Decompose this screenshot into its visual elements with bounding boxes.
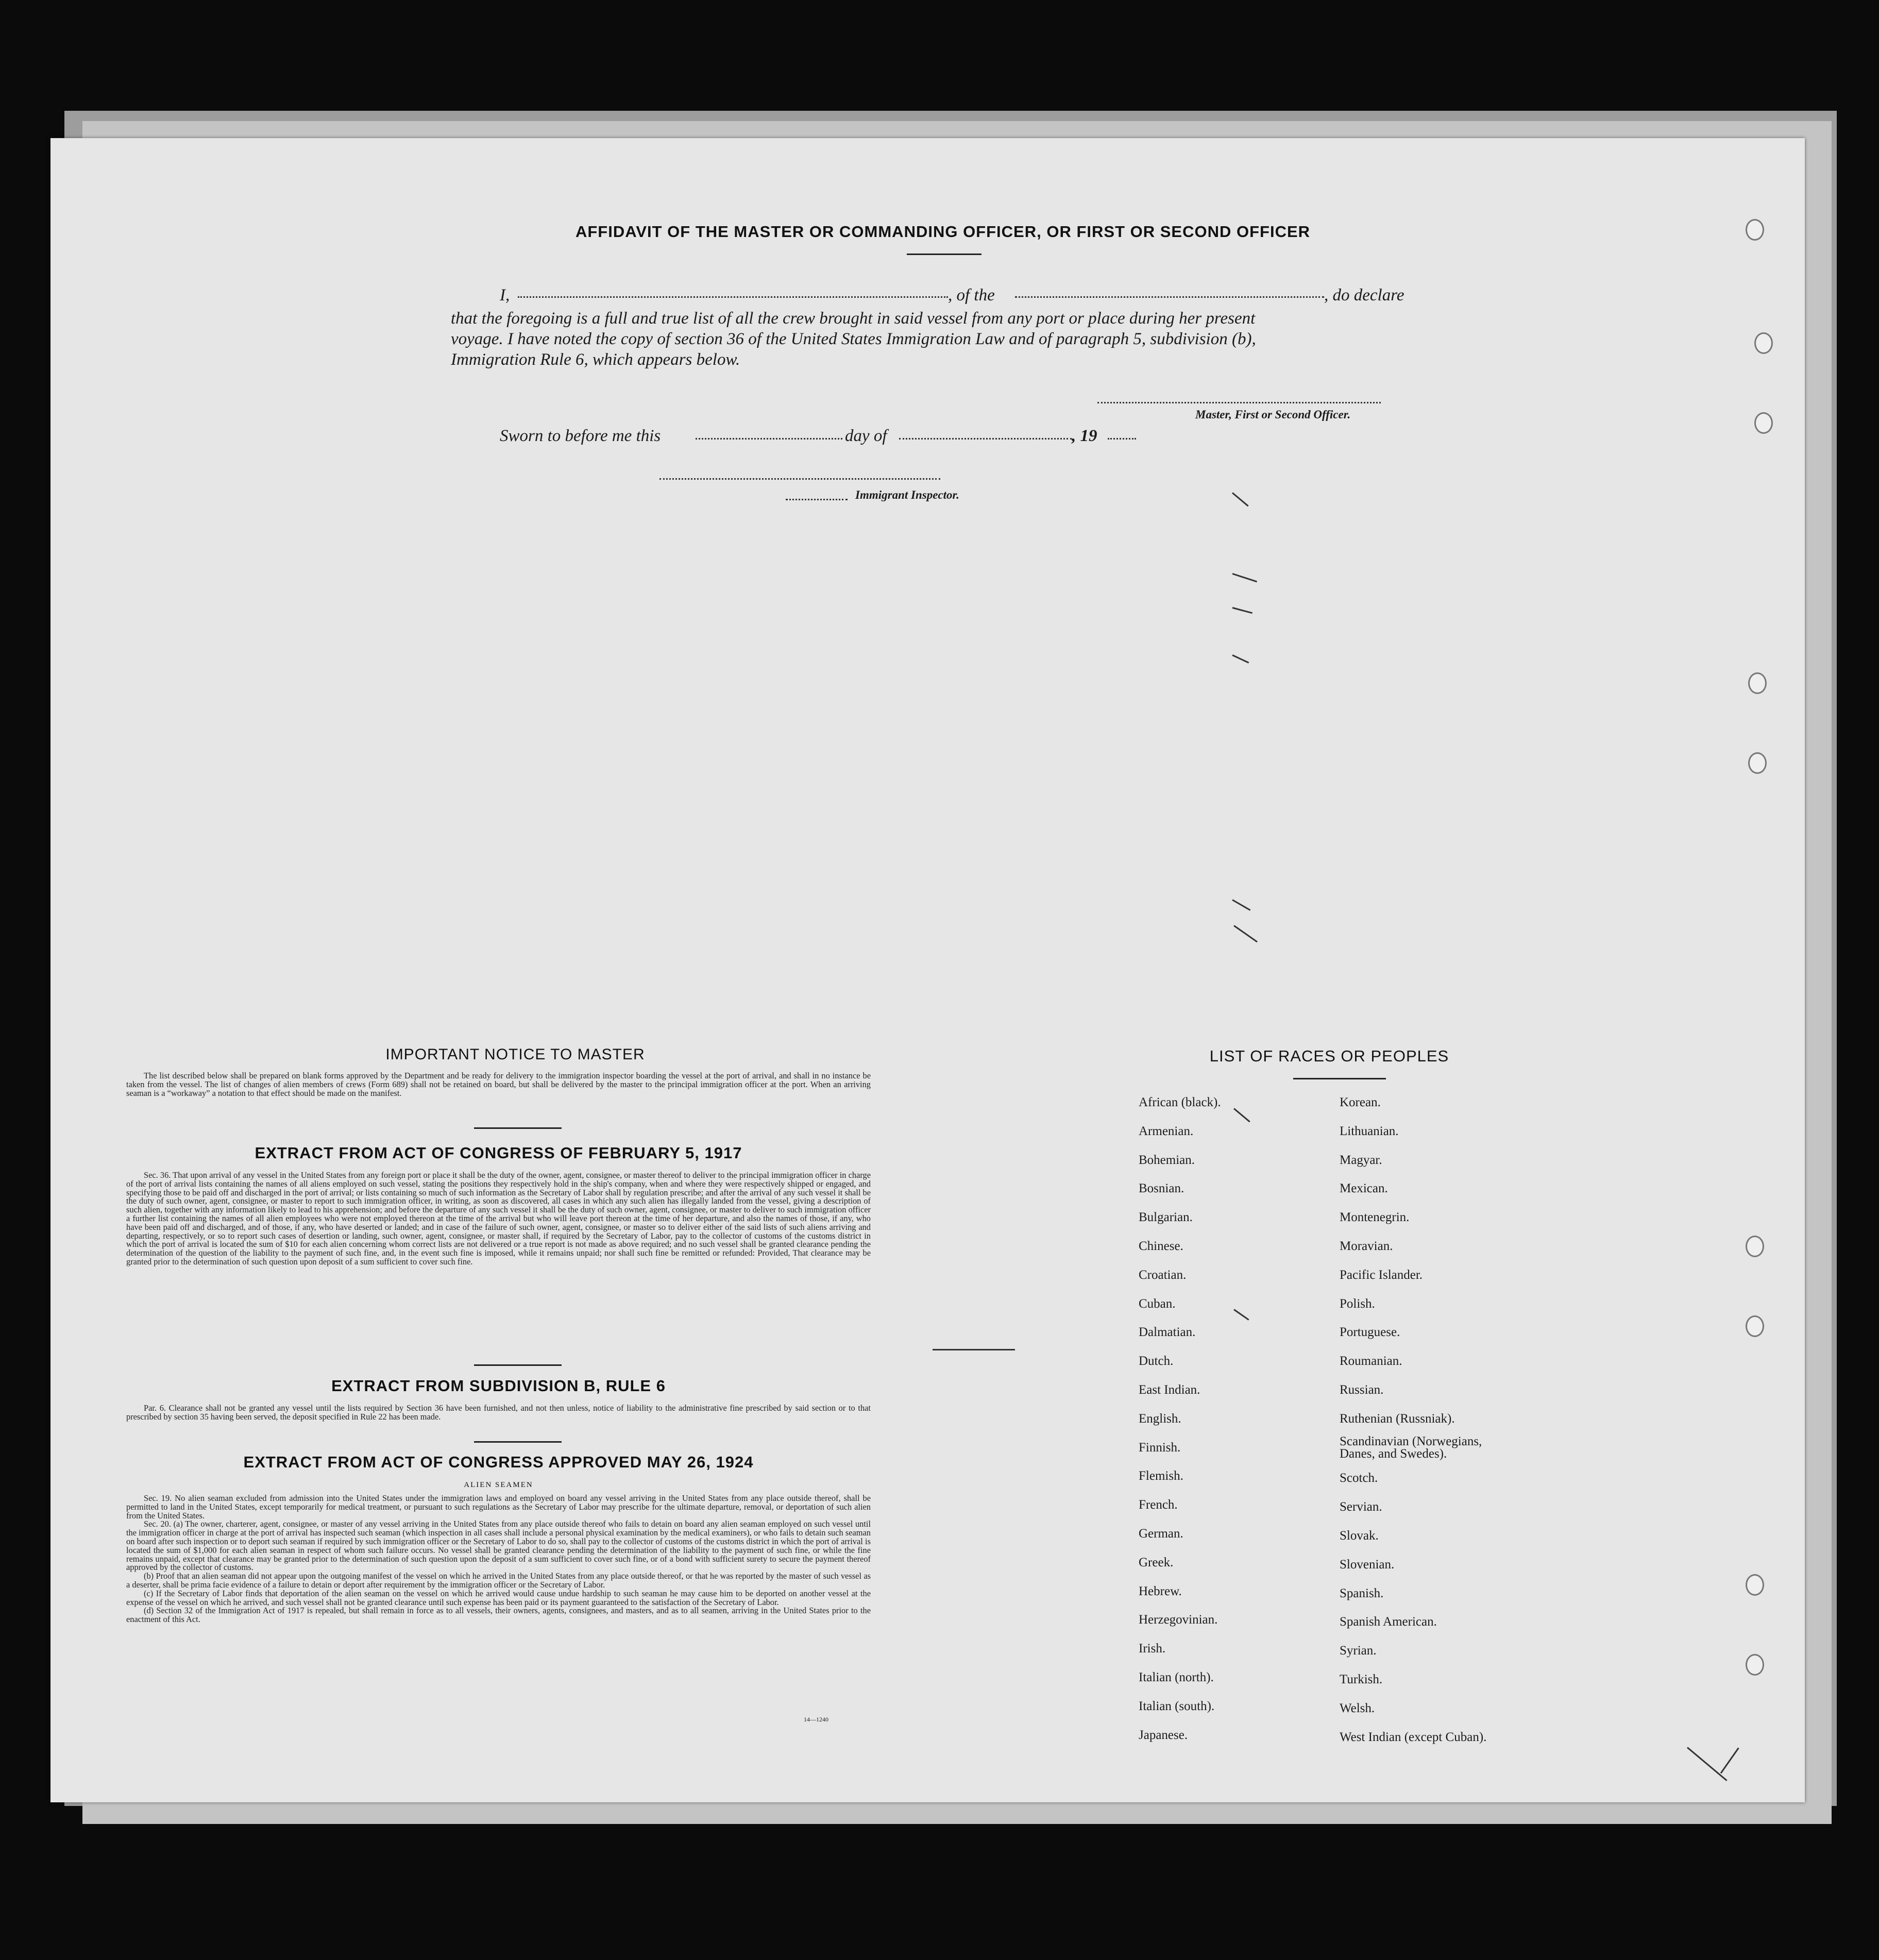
notice-rule [474,1127,562,1129]
inspector-signature-field[interactable] [659,478,940,480]
race-item: Herzegovinian. [1139,1613,1218,1627]
sworn-month-field[interactable] [899,438,1072,440]
affidavit-title: AFFIDAVIT OF THE MASTER OR COMMANDING OFFICER, OR FIRST OR SECOND OFFICER [575,223,1311,241]
race-item: Dutch. [1139,1354,1174,1368]
binder-hole [1746,1574,1764,1596]
race-item: French. [1139,1498,1178,1512]
race-item: Italian (south). [1139,1699,1215,1713]
affidavit-line-3: voyage. I have noted the copy of section 36 of the United States Immigration Law and of paragraph 5, subdivision (b), [451,330,1256,348]
race-item: Italian (north). [1139,1670,1214,1684]
races-left-column [1139,1088,1324,1749]
binder-hole [1746,219,1764,241]
officer-name-field[interactable] [518,296,948,298]
affidavit-of-the: , of the [948,286,995,305]
race-item: German. [1139,1526,1183,1541]
race-item: Chinese. [1139,1239,1183,1253]
inspector-prefix-dots [786,499,848,500]
race-item: West Indian (except Cuban). [1340,1730,1487,1744]
alien-seamen-subtitle: ALIEN SEAMEN [464,1481,533,1489]
notice-text [126,1072,871,1097]
race-item: Slovenian. [1340,1557,1395,1572]
extract-1917-text [126,1171,871,1266]
races-title-rule [1293,1078,1386,1079]
race-item: Ruthenian (Russniak). [1340,1411,1455,1426]
form-number: 14—1240 [804,1716,828,1723]
extract-rule6-text [126,1404,871,1422]
extract-1917-title: EXTRACT FROM ACT OF CONGRESS OF FEBRUARY 5, 1917 [255,1144,742,1162]
sworn-text: Sworn to before me this [500,427,661,445]
race-item: Flemish. [1139,1469,1183,1483]
races-right-column [1340,1088,1566,1751]
race-item: Servian. [1340,1500,1382,1514]
binder-hole [1746,1315,1764,1337]
race-item: Greek. [1139,1555,1174,1569]
affidavit-line-2: that the foregoing is a full and true list of all the crew brought in said vessel from any port or place during her present [451,309,1256,328]
race-item: Slovak. [1340,1528,1379,1543]
race-item: Russian. [1340,1382,1384,1397]
extract-1924-title: EXTRACT FROM ACT OF CONGRESS APPROVED MAY 26, 1924 [243,1453,754,1471]
race-item: Magyar. [1340,1153,1382,1167]
race-item: Hebrew. [1139,1584,1182,1598]
race-item: East Indian. [1139,1382,1200,1397]
race-item: Scotch. [1340,1471,1378,1485]
section-36-paragraph: Sec. 36. That upon arrival of any vessel in the United States from any foreign port or place it shall be the duty of the owner, agent, consignee, or master thereof to deliver to the principal immigration officer in charge of the port of arrival lists containing the names of all aliens employed on such vessel, stating the positions they respectively hold in the ship's company, when and where they were respectively shipped or engaged, and specifying those to be paid off and discharged in the port of arrival; or lists containing so much of such information as the Secretary of Labor shall by regulation prescribe; and after the arrival of any such vessel it shall be the duty of such owner, agent, consignee, or master to report to such immigration officer, in writing, as soon as discovered, all cases in which any such alien has illegally landed from the vessel, giving a description of such alien, together with any information likely to lead to his apprehension; and before the departure of any such vessel it shall be the duty of such owner, agent, consignee, or master to deliver to such immigration officer a further list containing the names of all alien employees who were not employed thereon at the time of the arrival but who will leave port thereon at the time of her departure, and also the names of those, if any, who have been paid off and discharged, and of those, if any, who have deserted or landed; and in case of the failure of such owner, agent, consignee, or master so to deliver either of the said lists of such aliens arriving and departing, respectively, or so to report such cases of desertion or landing, such owner, agent, consignee, or master shall, if required by the Secretary of Labor, pay to the collector of customs of the customs district in which the port of arrival is located the sum of $10 for each alien concerning whom correct lists are not delivered or a true report is not made as above required; and no such vessel shall be granted clearance pending the determination of the question of the liability to the payment of such fine, and, in the event such fine is imposed, while it remains unpaid; nor shall such fine be remitted or refunded: Provided, That clearance may be granted prior to the determination of such question upon deposit of a sum sufficient to cover such fine. [126,1170,871,1266]
race-item: Roumanian. [1340,1354,1402,1368]
rule6-paragraph: Par. 6. Clearance shall not be granted any vessel until the lists required by Section 36 have been furnished, and not then unless, notice of liability to the administrative fine prescribed by said section or to that prescribed by section 35 having been served, the deposit specified in Rule 22 has been made. [126,1403,871,1422]
year-text: , 19 [1072,427,1097,445]
race-item: Mexican. [1340,1181,1388,1196]
race-item: Korean. [1340,1095,1381,1109]
binder-hole [1754,412,1773,434]
extract-1917-rule [474,1364,562,1366]
affidavit-declare: , do declare [1324,286,1404,305]
race-item: Polish. [1340,1296,1375,1311]
affidavit-title-rule [907,254,981,255]
race-item: Pacific Islander. [1340,1268,1423,1282]
day-of-text: day of [845,427,887,445]
race-item: African (black). [1139,1095,1221,1109]
race-item: Bulgarian. [1139,1210,1193,1225]
race-item: Syrian. [1340,1644,1377,1658]
binder-hole [1754,332,1773,354]
binder-hole [1748,672,1767,694]
race-item: Spanish American. [1340,1615,1437,1629]
race-item: Cuban. [1139,1296,1176,1311]
binder-hole [1746,1654,1764,1676]
sec-20d-paragraph: (d) Section 32 of the Immigration Act of 1917 is repealed, but shall remain in force as to all vessels, their owners, agents, consignees, and masters, and as to all seamen, arriving in the United States prior to the enactment of this Act. [126,1606,871,1625]
affidavit-i: I, [500,286,510,305]
master-signature-field[interactable] [1097,402,1381,403]
vessel-name-field[interactable] [1015,296,1324,298]
race-item: Croatian. [1139,1268,1187,1282]
sec-20b-paragraph: (b) Proof that an alien seaman did not appear upon the outgoing manifest of the vessel on which he arrived in the United States from any place outside thereof, or that he was reported by the master of such vessel as a deserter, shall be prima facie evidence of a failure to detain or deport after requirement by the immigration officer or the Secretary of Labor. [126,1571,871,1590]
races-title: LIST OF RACES OR PEOPLES [1209,1047,1449,1065]
sec-20a-paragraph: Sec. 20. (a) The owner, charterer, agent, consignee, or master of any vessel arriving in the United States from any place outside thereof who fails to detain on board any alien seaman employed on such vessel until the immigration officer in charge at the port of arrival has inspected such seaman (which inspection in all cases shall include a personal physical examination by the medical examiners), or who fails to detain such seaman on board after such inspection or to deport such seaman if required by such immigration officer or the Secretary of Labor to do so, shall pay to the collector of customs of the customs district in which the port of arrival is located the sum of $1,000 for each alien seaman in respect of whom such failure occurs. No vessel shall be granted clearance pending the determination of the liability to the payment of such fine, or while the fine remains unpaid, except that clearance may be granted prior to the determination of such question upon the deposit of a sum sufficient to cover such fine, or of a bond with sufficient surety to secure the payment thereof approved by the collector of customs. [126,1519,871,1573]
race-item: Spanish. [1340,1586,1384,1600]
extract-1924-text [126,1494,871,1624]
race-item: Bosnian. [1139,1181,1184,1196]
sworn-year-field[interactable] [1108,438,1136,440]
race-item: Scandinavian (Norwegians, Danes, and Swedes). [1340,1434,1482,1461]
inspector-label: Immigrant Inspector. [855,488,959,501]
race-item: Turkish. [1340,1672,1383,1686]
race-item: Irish. [1139,1642,1166,1656]
race-item: Moravian. [1340,1239,1393,1253]
binder-hole [1748,752,1767,774]
race-item: Bohemian. [1139,1153,1195,1167]
race-item: Lithuanian. [1340,1124,1399,1138]
race-item: Armenian. [1139,1124,1194,1138]
sec-19-paragraph: Sec. 19. No alien seaman excluded from admission into the United States under the immigration laws and employed on board any vessel arriving in the United States from any place outside thereof, shall be permitted to land in the United States, except temporarily for medical treatment, or pursuant to such regulations as the Secretary of Labor may prescribe for the ultimate departure, removal, or deportation of such alien from the United States. [126,1493,871,1520]
affidavit-line-4: Immigration Rule 6, which appears below. [451,350,740,369]
binder-hole [1746,1236,1764,1257]
sworn-day-field[interactable] [696,438,842,440]
race-item: English. [1139,1411,1181,1426]
race-item: Japanese. [1139,1728,1188,1742]
race-item: Finnish. [1139,1440,1181,1455]
extract-rule6-title: EXTRACT FROM SUBDIVISION B, RULE 6 [331,1377,666,1395]
race-item: Portuguese. [1340,1325,1400,1340]
race-item: Dalmatian. [1139,1325,1196,1340]
notice-title: IMPORTANT NOTICE TO MASTER [385,1046,645,1063]
extract-rule6-rule [474,1441,562,1443]
ink-scribble [933,1349,1015,1350]
sec-20c-paragraph: (c) If the Secretary of Labor finds that deportation of the alien seaman on the vessel on which he arrived would cause undue hardship to such seaman he may cause him to be deported on another vessel at the expense of the vessel on which he arrived, and such vessel shall not be granted clearance until such expense has been paid or its payment guaranteed to the satisfaction of the Secretary of Labor. [126,1588,871,1607]
race-item: Welsh. [1340,1701,1375,1715]
race-item: Montenegrin. [1340,1210,1410,1225]
master-signature-label: Master, First or Second Officer. [1195,408,1351,421]
notice-paragraph: The list described below shall be prepared on blank forms approved by the Department and be ready for delivery to the immigration inspector boarding the vessel at the port of arrival, and shall in no instance be taken from the vessel. The list of changes of alien members of crews (Form 689) shall not be retained on board, but shall be delivered by the master to the principal immigration officer at the port. When an arriving seaman is a “workaway” a notation to that effect should be made on the manifest. [126,1071,871,1098]
